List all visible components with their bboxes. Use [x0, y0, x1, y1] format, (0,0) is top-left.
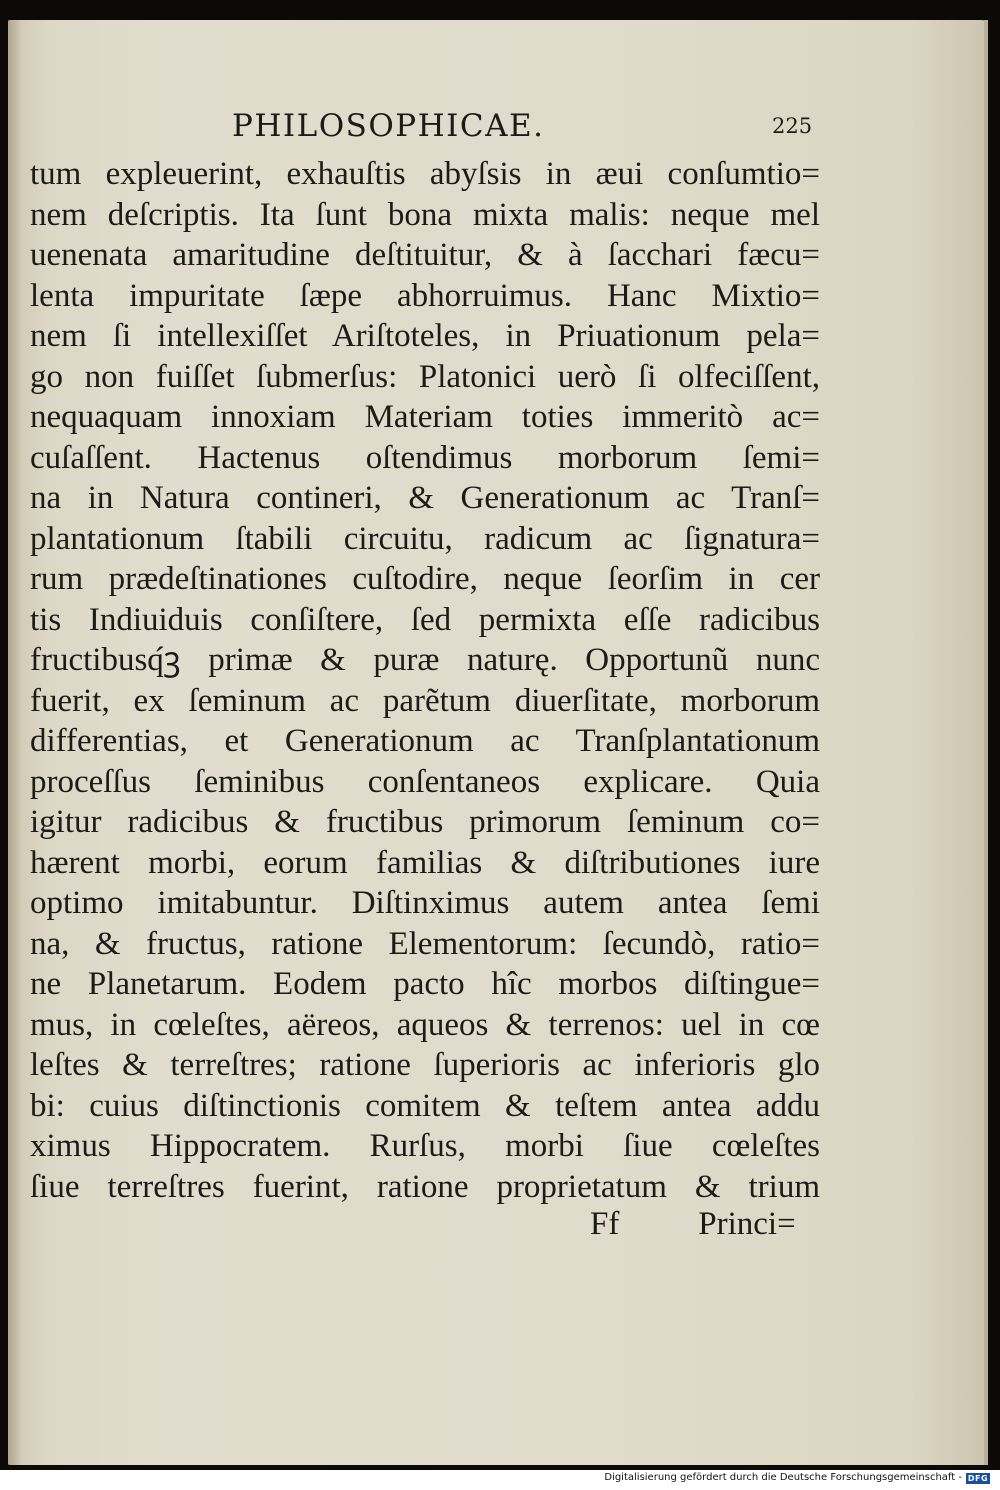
text-line: ximus Hippocratem. Rurſus, morbi ſiue cœleſtes: [30, 1128, 820, 1164]
running-head: PHILOSOPHICAE.: [232, 108, 545, 144]
page-edge: [984, 20, 988, 1465]
text-line: lenta impuritate ſæpe abhorruimus. Hanc Mixtio=: [30, 277, 820, 314]
text-line: fuerit, ex ſeminum ac parẽtum diuerſitate, morborum: [30, 682, 820, 719]
text-line: rum prædeſtinationes cuſtodire, neque ſeorſim in cer: [30, 561, 820, 597]
digitization-credit: Digitalisierung gefördert durch die Deutsche Forschungsgemeinschaft -: [604, 1472, 962, 1483]
text-line: ſiue terreſtres fuerint, ratione proprietatum & trium: [30, 1168, 820, 1205]
text-line: nem deſcriptis. Ita ſunt bona mixta malis: neque mel: [30, 196, 820, 233]
text-line: uenenata amaritudine deſtituitur, & à ſacchari fæcu=: [30, 237, 820, 273]
page-number: 225: [772, 114, 813, 138]
text-line: tis Indiuiduis conſiſtere, ſed permixta eſſe radicibus: [30, 601, 820, 638]
text-line: go non fuiſſet ſubmerſus: Platonici uerò ſi olfeciſſent,: [30, 358, 820, 395]
text-line: optimo imitabuntur. Diſtinximus autem antea ſemi: [30, 885, 820, 921]
text-line: igitur radicibus & fructibus primorum ſeminum co=: [30, 804, 820, 840]
text-line: tum expleuerint, exhauſtis abyſsis in æui conſumtio=: [30, 156, 820, 192]
signature-mark: Ff: [590, 1206, 620, 1242]
text-line: plantationum ſtabili circuitu, radicum ac ſignatura=: [30, 520, 820, 557]
text-line: fructibusq́ꝫ primæ & puræ naturę. Opportunũ nunc: [30, 642, 820, 678]
text-line: differentias, et Generationum ac Tranſplantationum: [30, 723, 820, 759]
text-line: ne Planetarum. Eodem pacto hîc morbos diſtingue=: [30, 966, 820, 1002]
text-line: nem ſi intellexiſſet Ariſtoteles, in Priuationum pela=: [30, 318, 820, 354]
text-line: leſtes & terreſtres; ratione ſuperioris ac inferioris glo: [30, 1047, 820, 1083]
dfg-logo: DFG: [967, 1474, 989, 1483]
catchword-row: [590, 1206, 820, 1243]
text-line: cuſaſſent. Hactenus oſtendimus morborum ſemi=: [30, 439, 820, 476]
text-line: hærent morbi, eorum familias & diſtributiones iure: [30, 844, 820, 881]
text-line: na in Natura contineri, & Generationum ac Tranſ=: [30, 480, 820, 516]
catchword: Princi=: [698, 1206, 796, 1242]
body-text: [30, 154, 820, 1207]
text-line: proceſſus ſeminibus conſentaneos explicare. Quia: [30, 763, 820, 800]
text-line: nequaquam innoxiam Materiam toties immeritò ac=: [30, 399, 820, 435]
text-line: bi: cuius diſtinctionis comitem & teſtem antea addu: [30, 1087, 820, 1124]
text-line: mus, in cœleſtes, aëreos, aqueos & terrenos: uel in cœ: [30, 1006, 820, 1043]
page-spine-shadow: [8, 20, 22, 1465]
text-line: na, & fructus, ratione Elementorum: ſecundò, ratio=: [30, 925, 820, 962]
